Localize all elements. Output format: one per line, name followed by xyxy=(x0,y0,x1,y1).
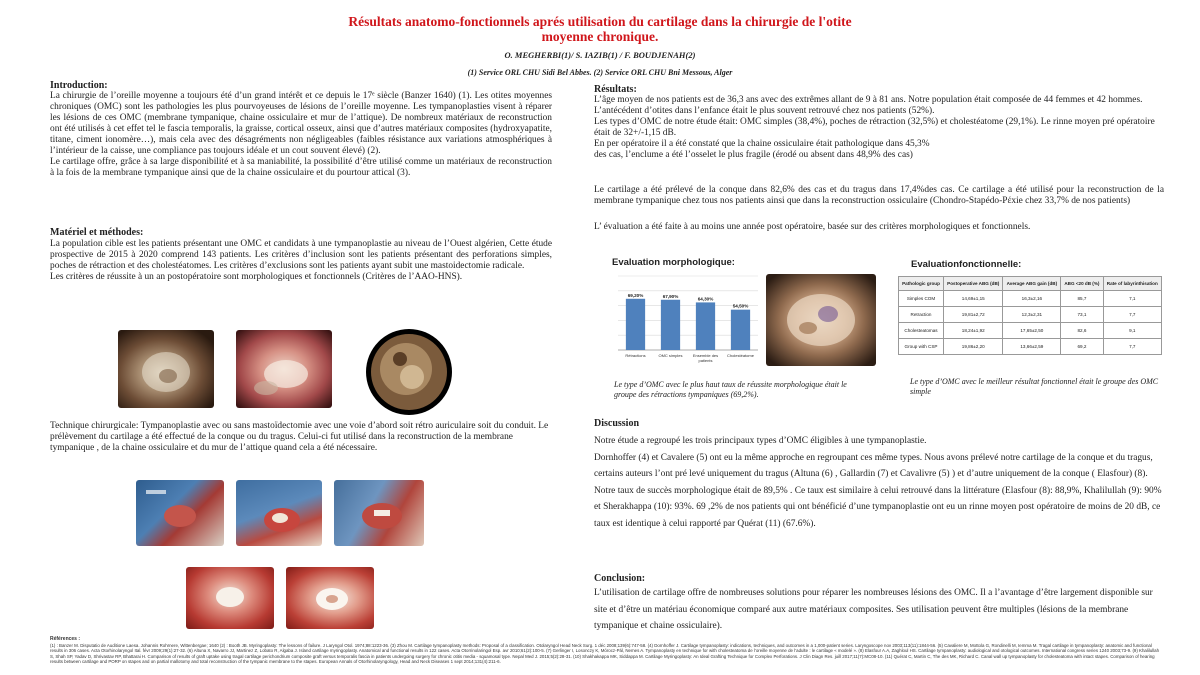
results-line-2: Les types d’OMC de notre étude était: OMC simples (38,4%), poches de rétraction (32,5%) et cholestéatome (29,1%). Le rinne moyen pré opératoire était de 32+/-1,15 dB. xyxy=(594,117,1155,138)
table-cell: 7,1 xyxy=(1103,291,1161,307)
chart-bar xyxy=(626,299,645,350)
introduction-text xyxy=(50,91,552,179)
affiliations: (1) Service ORL CHU Sidi Bel Abbes. (2) Service ORL CHU Bni Messous, Alger xyxy=(467,68,733,77)
poster-title xyxy=(0,14,1200,44)
chart-data-label: 69,20% xyxy=(627,292,644,298)
introduction-paragraph-1: La chirurgie de l’oreille moyenne a toujours été d’un grand intérêt et ce depuis le 17ᵉ siècle (Banzer 1640) (1). Les otites moyennes chroniques (OMC) sont les pathologies les plus pourvoyeuses de lésions de l’oreille moyenne. Les tympanoplasties visent à réparer les lésions de ces OMC (membrane tympanique, chaine ossiculaire et mur de l’attique). De nombreux matériaux de reconstruction ont été utilisés à cet effet tel le fascia temporalis, la graisse, cortical osseux, ainsi que d’autres matériaux composites (hydroxyapatite, titane, ciment ionomère…), mais cela avec des désagréments non négligeables (faibles résistance aux variations atmosphériques à l’intérieur de la caisse, une compliance pas toujours idéale et un cout souvent élevé) (2). xyxy=(50,91,552,156)
references-heading: Références : xyxy=(50,636,81,642)
introduction-heading: Introduction: xyxy=(50,80,108,91)
surgery-image-4 xyxy=(186,567,274,629)
results-line-4: des cas, l’enclume a été l’osselet le plus fragile (érodé ou absent dans 48,9% des cas) xyxy=(594,150,913,160)
table-cell: 13,66±2,59 xyxy=(1003,339,1061,355)
table-row xyxy=(899,307,1162,323)
functional-table xyxy=(898,276,1162,355)
functional-header-cell: Postoperative ABG (dB) xyxy=(944,277,1003,291)
surgery-photo-2 xyxy=(236,480,322,546)
table-cell: 19,81±2,72 xyxy=(944,307,1003,323)
chart-category-label: OMC simples xyxy=(658,353,683,358)
functional-header-cell: ABG <20 dB (%) xyxy=(1061,277,1103,291)
conclusion-text: L’utilisation de cartilage offre de nombreuses solutions pour réparer les nombreuses lésions des OMC. Il a l’avantage d’être largement disponible sur site et d’être un matériau économique comparé aux autre matériaux composites. Ses utilisation peuvent être multiples (lésions de la membrane tympanique et chaine ossiculaire). xyxy=(594,588,1153,631)
table-row xyxy=(899,323,1162,339)
references-text: (1) : Banzer M. Disputatio de Auditione Laesa. Johannis Rohrnere, Wittenbergae; 1640 (2) : Booth JB. Myringoplasty: The lessons of failure. J Laryngol Otol. 1974;88:1223-36. (3) Zhou M. Cartilage tympanoplasty methods: Proposal of a classification. Otolaryngol Head Neck Surg. 1 déc 2008;139(6):747-58. (4) Dornhoffer J. Cartilage tympanoplasty: indications, techniques, and outcomes in a 1,000-patient series. Laryngoscope nov 2003;113(11):1844-56. (5) Cavaliere M, Mottola G, Rondinelli M, Iemma M. Tragal cartilage in tympanoplasty: anatomic and functional results in 306 cases. Acta Otorhinolaryngol Ital. févr 2009;29(1):27-32. (6) Altuna X, Navarro JJ, Martinez Z, Lobato R, Algaba J. Island cartilage myringoplasty. Anatomical and functional results in 122 cases. Acta Otorrinolaringol Esp. avr 2010;61(2):100-5. (7) Gerlinger I, Losonczy K, Mórocz-Pál, Nemes A. Tympanoplasty en technique for with cholesteatoma de l’oreille moyenne de l’adulte : le cartilage « modelé ». (8) Elasfour A.A, Zaghloul HS. Cartilage tympanoplasty: audiological and otological outcomes. International congress series 1240 2003;73-9. (9) Khalilullah S, Shah SP, Yadav D, Shrivastav RP, Bhattarai H. Comparison of results of graft uptake using tragal cartilage perichondrium composite graft versus temporalis fascia in patients undergoing surgery for chronic otitis media - squamosal type. Nepal Med J. 2015;5(2):28-31. (10) Shakhakappa MK, Siddappa M. Cartilage Myringoplasty: An Ideal Grafting Technique for Complex Perforations. J Clin Diagn Res. juill 2017;11(7):MC08-10. (11) Quérat C, Martin C, The des MK, Richard C. Canal wall up tympanoplasty for cholesteatoma with intact stapes. Comparison of hearing results between cartilage and PORP on stapes and on partial mallotomy and total reconstruction of the tympanic membrane to the stapes. European Annals of Otorhinolaryngology, Head and Neck Diseases 1 sept 2014;131(4):211-6. xyxy=(50,642,1160,665)
table-cell: 18,24±1,92 xyxy=(944,323,1003,339)
chart-category-label: Ensemble des xyxy=(692,353,719,358)
table-cell: 85,7 xyxy=(1061,291,1103,307)
references xyxy=(50,637,1160,665)
discussion-text xyxy=(594,433,1162,532)
technique-text: Technique chirurgicale: Tympanoplastie avec ou sans mastoïdectomie avec une voie d’abord soit rétro auriculaire soit du conduit. Le prélèvement du cartilage a été effectué de la conque ou du tragus. Celui-ci fut utilisé dans la reconstruction de la membrane tympanique , de la chaine ossiculaire et du mur de l’attique quand cela a été nécessaire. xyxy=(50,421,549,453)
methods-paragraph-1: La population cible est les patients présentant une OMC et candidats à une tympanoplastie au niveau de l’Ouest algérien, Cette étude prospective de 2015 à 2020 comprend 143 patients. Les critères d’inclusion sont les patients présentant des perforations simples, poches de rétraction et des cholestéatomes. Les critères d’exclusions sont les patients ayant subit une mastoidectomie radicale. xyxy=(50,239,552,271)
title-line-1: Résultats anatomo-fonctionnels aprés utilisation du cartilage dans la chirurgie de l'otite xyxy=(348,14,852,29)
introduction-paragraph-2: Le cartilage offre, grâce à sa large disponibilité et à sa maniabilité, la possibilité d’être utilisé comme un matériaux de reconstruction à la fois de la membrane tympanique ainsi que de la chaine ossiculaire et du pourtour attical (3). xyxy=(50,157,552,178)
discussion-paragraph-3: Notre taux de succès morphologique était de 89,5% . Ce taux est similaire à celui retrouvé dans la littérature (Elasfour (8): 88,9%, Khalilullah (9): 90% et Sherakhappa (10): 93%. 69 ,2% de nos patients qui ont bénéficié d’une tympanoplastie ont eu un rinne moyen post opératoire de moins de 20 dB, ce taux est identique à celui rapporté par Quérat (11) (67.6%). xyxy=(594,485,1162,529)
table-row xyxy=(899,339,1162,355)
table-cell: 14,69±1,15 xyxy=(944,291,1003,307)
results-heading: Résultats: xyxy=(594,84,637,95)
title-line-2: moyenne chronique. xyxy=(541,29,659,44)
otoscopy-image-1 xyxy=(118,330,214,408)
table-cell: Group with CSP xyxy=(899,339,944,355)
surgery-image-5 xyxy=(286,567,374,629)
results-text xyxy=(594,95,1164,161)
table-cell: 17,65±2,50 xyxy=(1003,323,1061,339)
intraoperative-image xyxy=(766,274,876,366)
otoscopy-photo-2 xyxy=(236,330,332,408)
table-row xyxy=(899,291,1162,307)
table-cell: Retraction xyxy=(899,307,944,323)
otoscopy-photo-3 xyxy=(366,329,452,415)
table-cell: 69,2 xyxy=(1061,339,1103,355)
discussion-paragraph-2: Dornhoffer (4) et Cavalere (5) ont eu la même approche en regroupant ces même types. Nous avons prélevé notre cartilage de la conque et du tragus, certains auteurs l’ont pré levé uniquement du tragus (Altuna (6) , Gallardin (7) et Cavalivre (5) ) et d’autre uniquement de la conque ( Elasfour) (8). xyxy=(594,452,1153,479)
results-line-1: L’âge moyen de nos patients est de 36,3 ans avec des extrêmes allant de 9 à 81 ans. Notre population était composée de 44 femmes et 42 hommes. L’antécédent d’otites dans l’enfance était le plus souvent retrouvé chez nos patients (52%). xyxy=(594,95,1143,116)
functional-header-cell: Rate of labyrinthisation xyxy=(1103,277,1161,291)
methods-text xyxy=(50,239,552,283)
results-paragraph-3: L’ évaluation a été faite à au moins une année post opératoire, basée sur des critères morphologiques et fonctionnels. xyxy=(594,222,1031,232)
chart-bar xyxy=(661,300,680,350)
chart-category-label: patients xyxy=(698,358,713,363)
authors: O. MEGHERBI(1)/ S. IAZIB(1) / F. BOUDJENAH(2) xyxy=(504,50,696,60)
intraoperative-photo xyxy=(766,274,876,366)
discussion-paragraph-1: Notre étude a regroupé les trois principaux types d’OMC éligibles à une tympanoplastie. xyxy=(594,436,927,446)
discussion-heading: Discussion xyxy=(594,418,640,429)
results-line-3: En per opératoire il a été constaté que la chaine ossiculaire était pathologique dans 45,3% xyxy=(594,139,930,149)
functional-header-cell: Pathologic group xyxy=(899,277,944,291)
otoscopy-image-2 xyxy=(236,330,332,408)
chart-title: Evaluation morphologique: xyxy=(612,257,735,268)
morphological-bar-chart xyxy=(610,272,762,376)
table-cell: 7,7 xyxy=(1103,307,1161,323)
table-cell: 7,7 xyxy=(1103,339,1161,355)
surgery-photo-4 xyxy=(186,567,274,629)
table-cell: 19,86±2,20 xyxy=(944,339,1003,355)
morphological-caption: Le type d’OMC avec le plus haut taux de réussite morphologique était le groupe des rétractions tympaniques (69,2%). xyxy=(614,380,847,399)
table-cell: 9,1 xyxy=(1103,323,1161,339)
conclusion-heading: Conclusion: xyxy=(594,573,646,584)
chart-bar xyxy=(731,310,750,350)
table-cell: Simples COM xyxy=(899,291,944,307)
otoscopy-image-3 xyxy=(366,329,452,415)
surgery-image-2 xyxy=(236,480,322,546)
chart-category-label: Cholestéatome xyxy=(727,353,754,358)
surgery-image-3 xyxy=(334,480,424,546)
results-paragraph-2: Le cartilage a été prélevé de la conque dans 82,6% des cas et du tragus dans 17,4%des cas. Ce cartilage a été utilisé pour la reconstruction de la membrane tympanique chez tous nos patients ainsi que dans la reconstruction ossiculaire (Chondro-Stapédo-Pέxie chez 33,7% de nos patients) xyxy=(594,185,1164,206)
table-cell: 12,3±2,31 xyxy=(1003,307,1061,323)
chart-data-label: 54,50% xyxy=(732,303,749,309)
table-cell: 73,1 xyxy=(1061,307,1103,323)
methods-heading: Matériel et méthodes: xyxy=(50,227,144,238)
chart-category-label: Rétractions xyxy=(625,353,646,358)
surgery-photo-3 xyxy=(334,480,424,546)
chart-bar xyxy=(696,302,715,350)
table-cell: 82,6 xyxy=(1061,323,1103,339)
surgery-photo-5 xyxy=(286,567,374,629)
methods-paragraph-2: Les critères de réussite à un an postopératoire sont morphologiques et fonctionnels (Critères de l’AAO-HNS). xyxy=(50,272,463,282)
surgery-image-1 xyxy=(136,480,224,546)
functional-title: Evaluationfonctionnelle: xyxy=(911,259,1022,270)
chart-data-label: 64,30% xyxy=(697,296,714,302)
functional-caption: Le type d’OMC avec le meilleur résultat fonctionnel était le groupe des OMC simple xyxy=(910,377,1159,396)
functional-header-cell: Average ABG gain (dB) xyxy=(1003,277,1061,291)
functional-table-header-row xyxy=(899,277,1162,291)
table-cell: Cholesteatomas xyxy=(899,323,944,339)
table-cell: 16,3±2,16 xyxy=(1003,291,1061,307)
surgery-photo-1 xyxy=(136,480,224,546)
otoscopy-photo-1 xyxy=(118,330,214,408)
chart-data-label: 67,90% xyxy=(662,293,679,299)
